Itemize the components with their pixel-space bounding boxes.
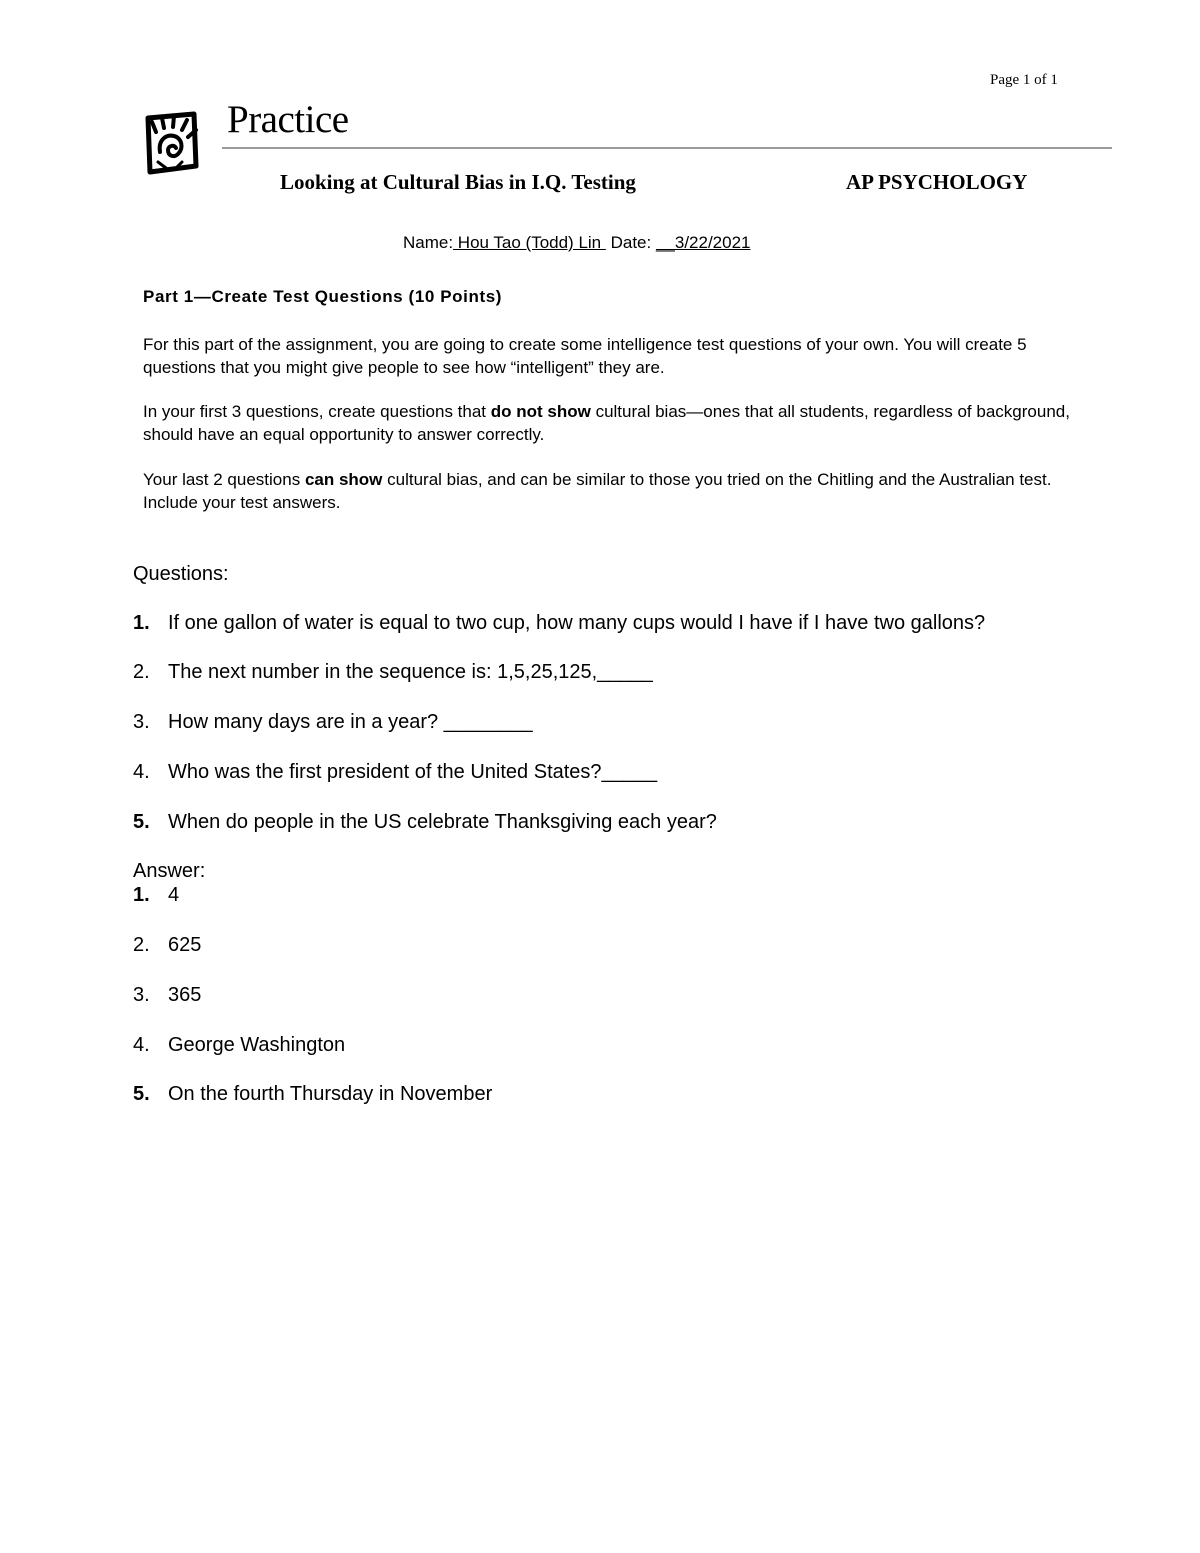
page-title: Practice xyxy=(227,98,349,141)
practice-logo-icon xyxy=(142,106,202,178)
date-value: __3/22/2021 xyxy=(655,233,751,252)
title-divider xyxy=(222,147,1112,149)
name-label: Name: xyxy=(403,233,454,252)
course-name: AP PSYCHOLOGY xyxy=(846,170,1028,194)
question-item: 4. Who was the first president of the United States?_____ xyxy=(133,761,658,783)
page-indicator: Page 1 of 1 xyxy=(990,72,1058,88)
name-date-line xyxy=(403,233,751,253)
answer-item: 3. 365 xyxy=(133,984,202,1006)
instructions-paragraph-1: For this part of the assignment, you are going to create some intelligence test questions of your own. You will create 5 questions that you might give people to see how “intelligent” they are. xyxy=(143,335,1027,377)
student-name: Hou Tao (Todd) Lin xyxy=(453,233,606,252)
answer-item: 1. 4 xyxy=(133,884,180,906)
part-1-heading: Part 1—Create Test Questions (10 Points) xyxy=(143,287,503,306)
question-item: 1. If one gallon of water is equal to two cup, how many cups would I have if I have two gallons? xyxy=(133,612,986,634)
question-item: 2. The next number in the sequence is: 1,5,25,125,_____ xyxy=(133,661,653,683)
answer-item: 2. 625 xyxy=(133,934,202,956)
worksheet-subtitle: Looking at Cultural Bias in I.Q. Testing xyxy=(280,170,636,194)
questions-heading: Questions: xyxy=(133,563,229,585)
answer-item: 5. On the fourth Thursday in November xyxy=(133,1083,493,1105)
date-label: Date: xyxy=(605,233,656,252)
question-item: 3. How many days are in a year? ________ xyxy=(133,711,533,733)
answer-item: 4. George Washington xyxy=(133,1034,346,1056)
question-item: 5. When do people in the US celebrate Thanksgiving each year? xyxy=(133,811,717,833)
instructions-paragraph-3: Your last 2 questions can show cultural bias, and can be similar to those you tried on the Chitling and the Australian test. Include your test answers. xyxy=(143,470,1052,512)
instructions-paragraph-2: In your first 3 questions, create questions that do not show cultural bias—ones that all students, regardless of background, should have an equal opportunity to answer correctly. xyxy=(143,402,1070,444)
answers-heading: Answer: xyxy=(133,860,206,882)
